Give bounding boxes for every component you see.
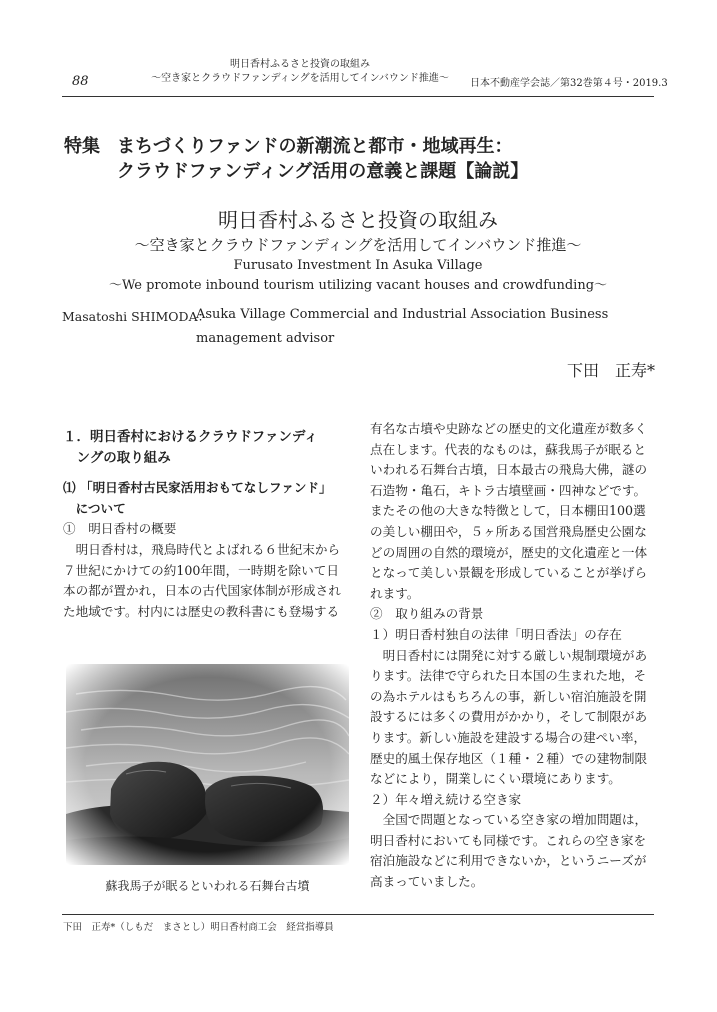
author-name-en: Masatoshi SHIMODA： (62, 309, 211, 324)
article-subtitle: 〜空き家とクラウドファンディングを活用してインバウンド推進〜 (134, 236, 582, 254)
article-title-en: Furusato Investment In Asuka Village (233, 258, 483, 273)
section-heading-cont: ングの取り組み (63, 449, 171, 466)
body-line: 宿泊施設などに利用できないか，というニーズが (370, 853, 647, 869)
body-line: の美しい棚田や，５ヶ所ある国営飛鳥歴史公園な (370, 523, 647, 539)
article-title: 明日香村ふるさと投資の取組み (218, 208, 498, 232)
body-line: れます。 (370, 585, 420, 601)
author-footnote: 下田 正寿*（しもだ まさとし）明日香村商工会 経営指導員 (63, 922, 334, 933)
body-line: 明日香村は，飛鳥時代とよばれる６世紀末から (63, 541, 341, 557)
subsection-heading-cont: について (63, 500, 126, 516)
ishibutai-kofun-photo (66, 664, 349, 865)
figure-caption: 蘇我馬子が眠るといわれる石舞台古墳 (105, 879, 310, 893)
body-line: た地域です。村内には歴史の教科書にも登場する (63, 603, 340, 619)
running-title-line-1: 明日香村ふるさと投資の取組み (230, 59, 370, 70)
body-line: ７世紀にかけての約100年間，一時期を除いて日 (63, 562, 339, 578)
section-heading: １．明日香村におけるクラウドファンディ (63, 429, 318, 445)
body-line: 明日香村には開発に対する厳しい規制環境があ (370, 647, 648, 663)
body-line: となって美しい景観を形成していることが挙げら (370, 565, 648, 581)
body-line: またその他の大きな特徴として，日本棚田100選 (370, 503, 646, 519)
body-line: 点在します。代表的なものは，蘇我馬子が眠ると (370, 441, 647, 457)
footnote-rule (62, 914, 654, 915)
author-affiliation-line-2: management advisor (196, 331, 335, 346)
body-line: 全国で問題となっている空き家の増加問題は， (370, 812, 648, 828)
author-affiliation-line-1: Asuka Village Commercial and Industrial Association Business (196, 307, 609, 322)
body-line: 石造物・亀石，キトラ古墳壁画・四神などです。 (370, 482, 647, 498)
item-heading: ２）年々増え続ける空き家 (370, 791, 522, 807)
item-heading: １）明日香村独自の法律「明日香法」の存在 (370, 626, 622, 642)
journal-info: 日本不動産学会誌／第32巻第４号・2019.3 (470, 78, 668, 89)
body-line: 有名な古墳や史跡などの歴史的文化遺産が数多く (370, 421, 648, 436)
body-line: などにより，開業しにくい環境にあります。 (370, 771, 621, 787)
paragraph-heading: ② 取り組みの背景 (370, 606, 484, 622)
body-line: の為ホテルはもちろんの事，新しい宿泊施設を開 (370, 688, 647, 704)
body-line: どの周囲の自然的環境が，歴史的文化遺産と一体 (370, 544, 648, 560)
body-line: 歴史的風土保存地区（１種・２種）での建物制限 (370, 750, 648, 766)
subsection-heading: ⑴ 「明日香村古民家活用おもてなしファンド」 (63, 480, 332, 496)
body-line: ります。新しい施設を建設する場合の建ぺい率， (370, 729, 647, 745)
running-title-line-2: 〜空き家とクラウドファンディングを活用してインバウンド推進〜 (151, 73, 449, 84)
page-number: 88 (72, 74, 89, 89)
body-line: 高まっていました。 (370, 874, 484, 890)
body-line: いわれる石舞台古墳，日本最古の飛鳥大佛，謎の (370, 462, 648, 478)
running-title (150, 58, 450, 86)
paragraph-heading: ① 明日香村の概要 (63, 521, 177, 537)
body-line: 明日香村においても同様です。これらの空き家を (370, 832, 647, 848)
left-column (63, 427, 348, 622)
feature-label: 特集 (64, 136, 100, 157)
body-line: 本の都が置かれ，日本の古代国家体制が形成され (63, 583, 341, 599)
body-line: ります。法律で守られた日本国の生まれた地，そ (370, 668, 647, 684)
feature-title-line-1: まちづくりファンドの新潮流と都市・地域再生： (117, 136, 513, 157)
body-line: 設するには多くの費用がかかり，そして制限があ (370, 709, 648, 725)
author-name-jp: 下田 正寿* (566, 361, 655, 380)
spacer-line (63, 468, 348, 478)
right-column (370, 419, 660, 893)
feature-title-line-2: クラウドファンディング活用の意義と課題【論説】 (117, 161, 529, 182)
article-subtitle-en: 〜We promote inbound tourism utilizing vacant houses and crowdfunding〜 (108, 278, 608, 293)
header-rule (62, 96, 654, 97)
